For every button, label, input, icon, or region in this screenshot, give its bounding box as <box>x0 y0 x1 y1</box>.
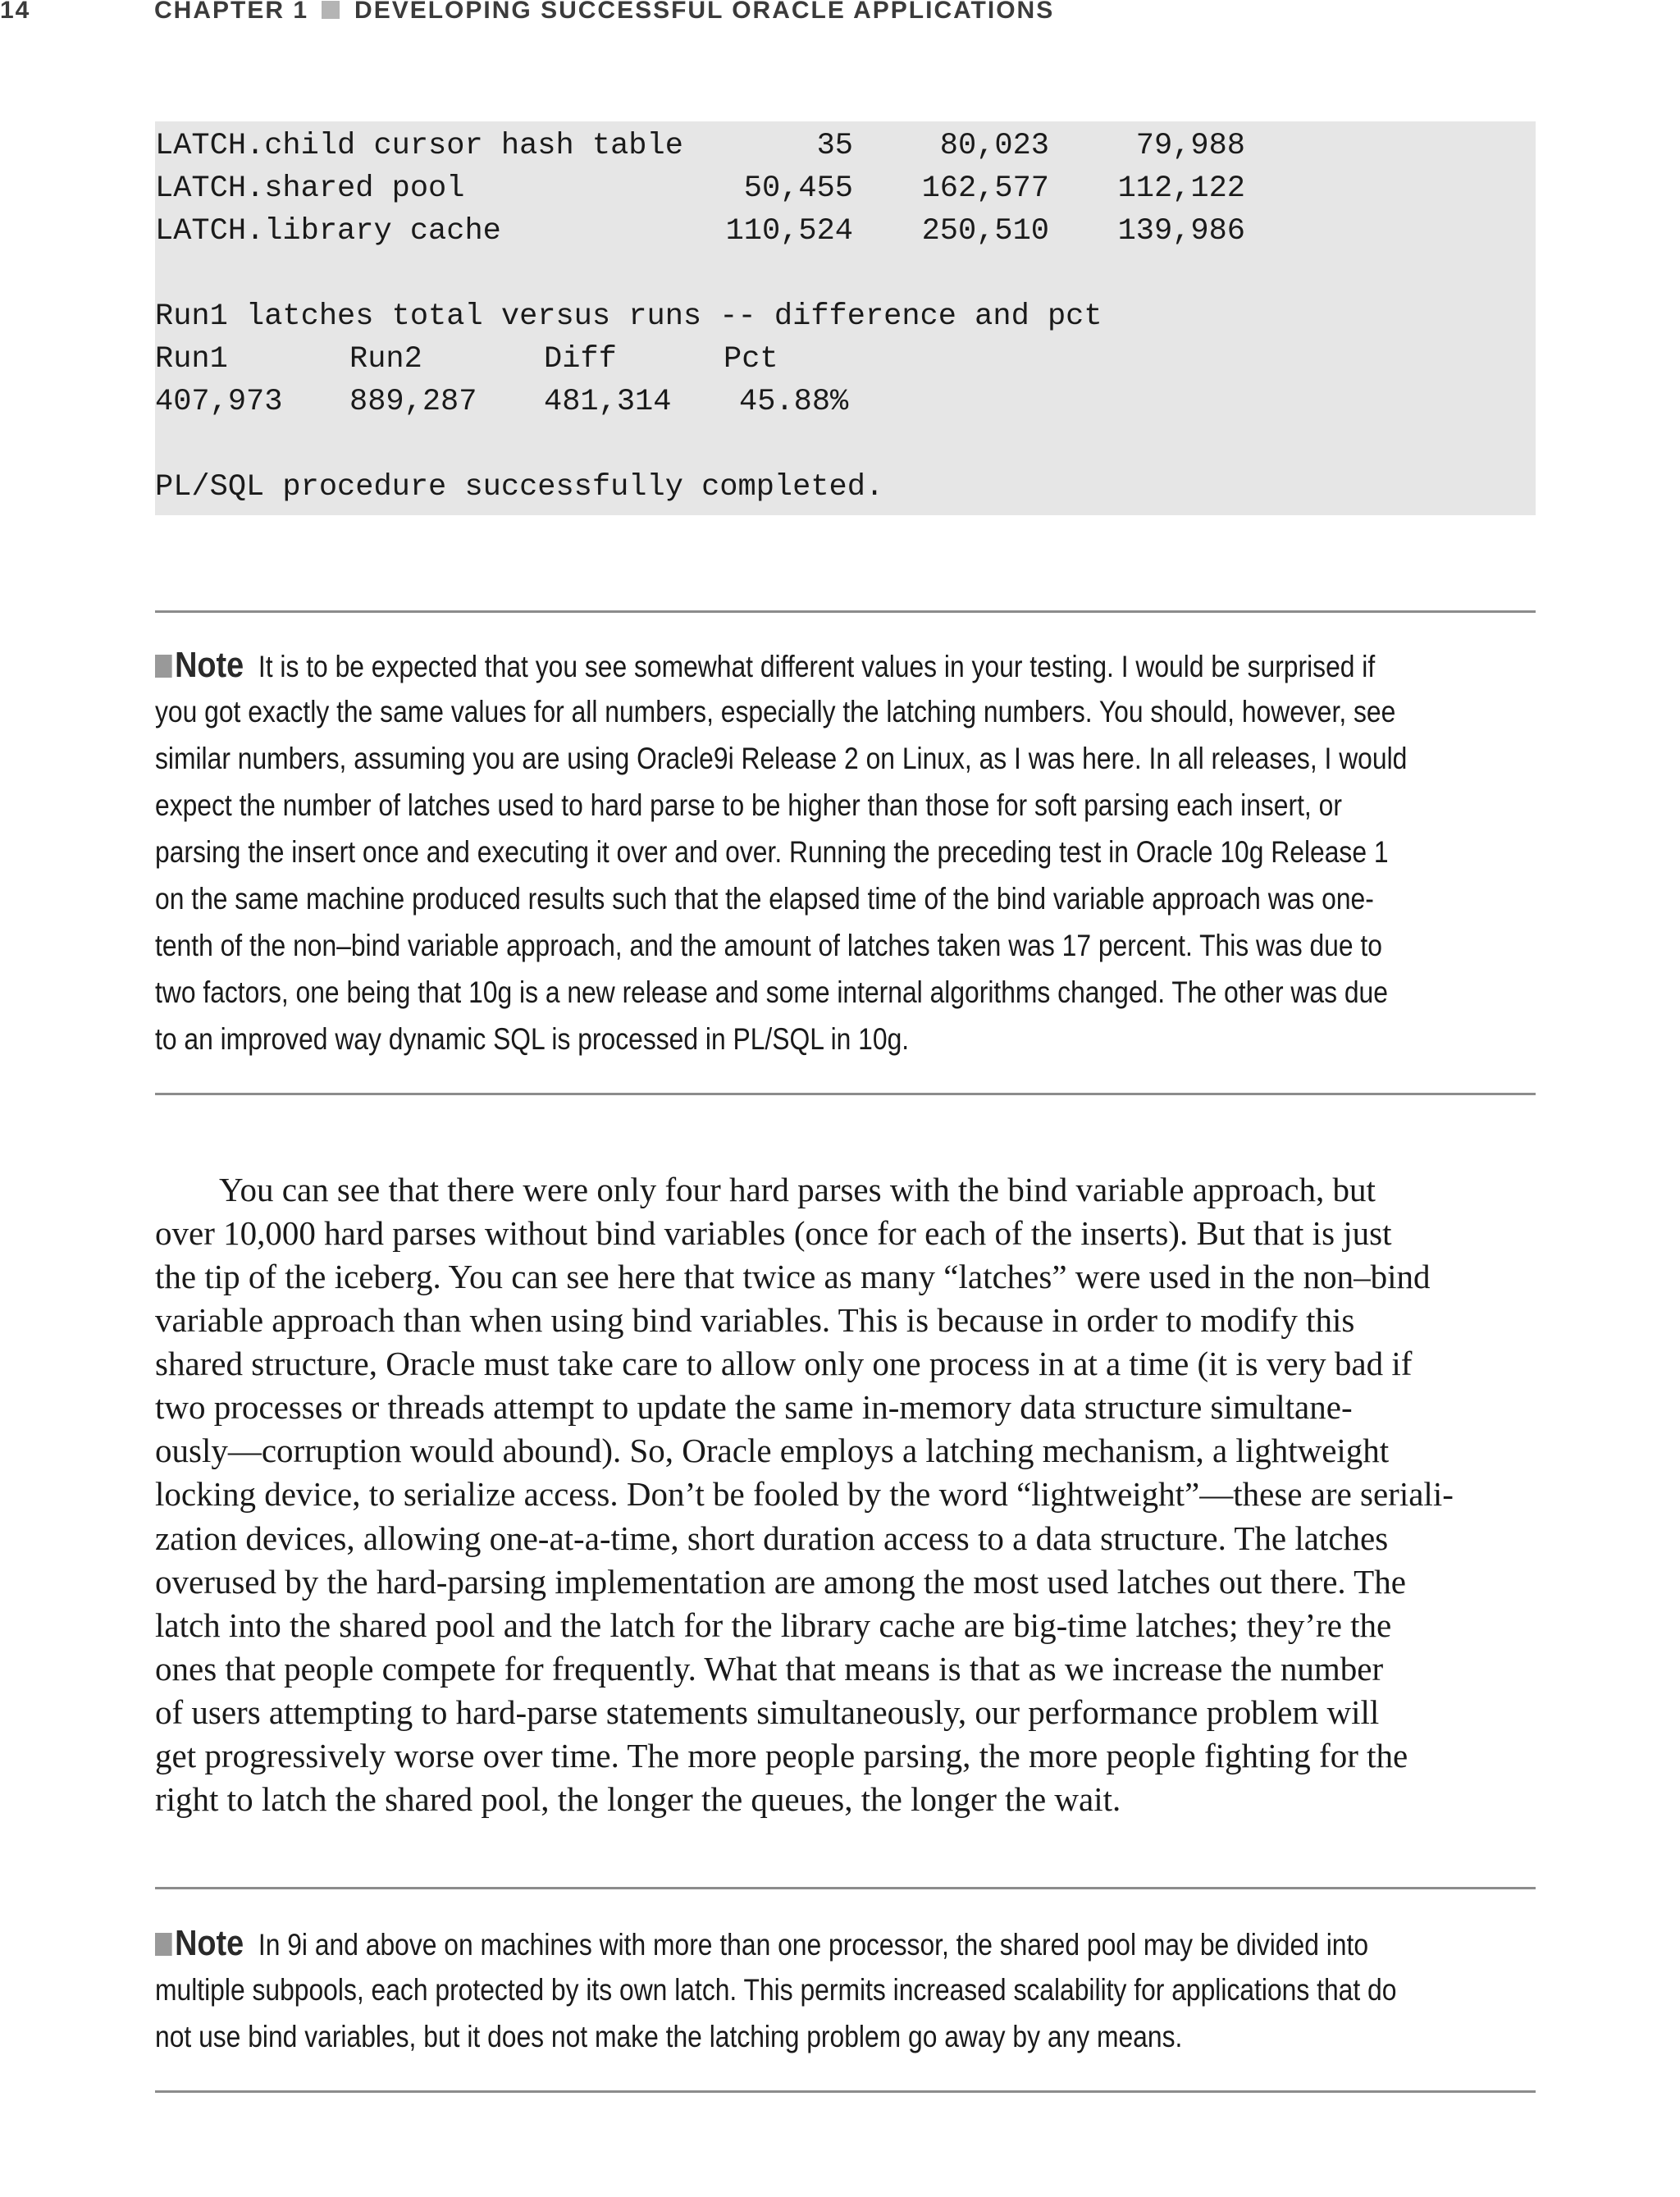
body-line: get progressively worse over time. The more people parsing, the more people fighting for the <box>155 1737 1408 1774</box>
note-text-line: you got exactly the same values for all numbers, especially the latching numbers. You should, however, see <box>155 695 1396 729</box>
note-bottom-rule <box>155 1093 1536 1095</box>
note-text-line: to an improved way dynamic SQL is processed in PL/SQL in 10g. <box>155 1022 910 1056</box>
latch-row-run2: 162,577 <box>921 171 1049 206</box>
summary-header-diff: Diff <box>544 342 617 377</box>
note-top-rule <box>155 1887 1536 1889</box>
note-text-line: similar numbers, assuming you are using Oracle9i Release 2 on Linux, as I was here. In all releases, I would <box>155 742 1408 775</box>
latch-row-diff: 79,988 <box>1135 129 1245 163</box>
latch-row-diff: 139,986 <box>1117 214 1245 249</box>
latch-row-name: LATCH.library cache <box>155 214 501 249</box>
body-line: of users attempting to hard-parse statements simultaneously, our performance problem will <box>155 1693 1380 1731</box>
note-top-rule <box>155 610 1536 613</box>
summary-header-run2: Run2 <box>349 342 422 377</box>
square-bullet-icon <box>322 1 340 19</box>
summary-title: Run1 latches total versus runs -- difference and pct <box>155 299 1102 334</box>
body-line: locking device, to serialize access. Don’t be fooled by the word “lightweight”—these are seriali- <box>155 1475 1454 1513</box>
note-label: Note <box>175 645 244 685</box>
note-label: Note <box>175 1923 244 1963</box>
body-line: You can see that there were only four hard parses with the bind variable approach, but <box>219 1171 1376 1208</box>
note-text-line: on the same machine produced results such that the elapsed time of the bind variable approach was one- <box>155 882 1374 916</box>
running-head <box>0 0 1559 26</box>
note-square-icon <box>155 655 172 678</box>
summary-value-run2: 889,287 <box>349 385 477 419</box>
latch-row-run2: 250,510 <box>921 214 1049 249</box>
summary-value-diff: 481,314 <box>544 385 672 419</box>
body-line: zation devices, allowing one-at-a-time, short duration access to a data structure. The latches <box>155 1519 1389 1557</box>
note-bottom-rule <box>155 2090 1536 2093</box>
latch-row-diff: 112,122 <box>1117 171 1245 206</box>
chapter-label: CHAPTER 1 <box>154 0 309 24</box>
latch-row-run2: 80,023 <box>939 129 1049 163</box>
note-text-line: multiple subpools, each protected by its own latch. This permits increased scalability for applications that do <box>155 1973 1397 2007</box>
body-line: right to latch the shared pool, the longer the queues, the longer the wait. <box>155 1780 1121 1818</box>
body-line: latch into the shared pool and the latch for the library cache are big-time latches; they’re the <box>155 1606 1392 1644</box>
page-number: 14 <box>0 0 31 24</box>
chapter-title: DEVELOPING SUCCESSFUL ORACLE APPLICATIONS <box>354 0 1055 24</box>
note-text-line: It is to be expected that you see somewhat different values in your testing. I would be surprised if <box>258 650 1376 683</box>
body-line: over 10,000 hard parses without bind variables (once for each of the inserts). But that is just <box>155 1214 1392 1252</box>
code-listing <box>155 121 1536 515</box>
body-line: ones that people compete for frequently. What that means is that as we increase the number <box>155 1650 1384 1688</box>
summary-header-run1: Run1 <box>155 342 228 377</box>
latch-row-run1: 35 <box>816 129 853 163</box>
summary-value-run1: 407,973 <box>155 385 283 419</box>
latch-row-run1: 110,524 <box>725 214 853 249</box>
note-text-line: In 9i and above on machines with more than one processor, the shared pool may be divided into <box>258 1928 1369 1962</box>
note-text-line: two factors, one being that 10g is a new release and some internal algorithms changed. The other was due <box>155 975 1388 1009</box>
note-text-line: not use bind variables, but it does not make the latching problem go away by any means. <box>155 2020 1183 2053</box>
note-text-line: tenth of the non–bind variable approach, and the amount of latches taken was 17 percent. This was due to <box>155 929 1382 962</box>
latch-row-name: LATCH.shared pool <box>155 171 465 206</box>
body-line: shared structure, Oracle must take care to allow only one process in at a time (it is very bad if <box>155 1345 1413 1382</box>
note-text-line: parsing the insert once and executing it over and over. Running the preceding test in Oracle 10g Release 1 <box>155 835 1389 869</box>
note-text-line: expect the number of latches used to hard parse to be higher than those for soft parsing each insert, or <box>155 788 1342 822</box>
body-line: the tip of the iceberg. You can see here that twice as many “latches” were used in the non–bind <box>155 1258 1431 1295</box>
note-square-icon <box>155 1933 172 1956</box>
body-line: overused by the hard-parsing implementation are among the most used latches out there. The <box>155 1563 1406 1601</box>
body-line: ously—corruption would abound). So, Oracle employs a latching mechanism, a lightweight <box>155 1432 1390 1469</box>
body-line: two processes or threads attempt to update the same in-memory data structure simultane- <box>155 1388 1353 1426</box>
latch-row-name: LATCH.child cursor hash table <box>155 129 683 163</box>
body-line: variable approach than when using bind variables. This is because in order to modify this <box>155 1301 1355 1339</box>
chapter-heading <box>154 0 1054 23</box>
summary-value-pct: 45.88% <box>739 385 849 419</box>
completion-message: PL/SQL procedure successfully completed. <box>155 470 884 505</box>
summary-header-pct: Pct <box>724 342 778 377</box>
latch-row-run1: 50,455 <box>743 171 853 206</box>
